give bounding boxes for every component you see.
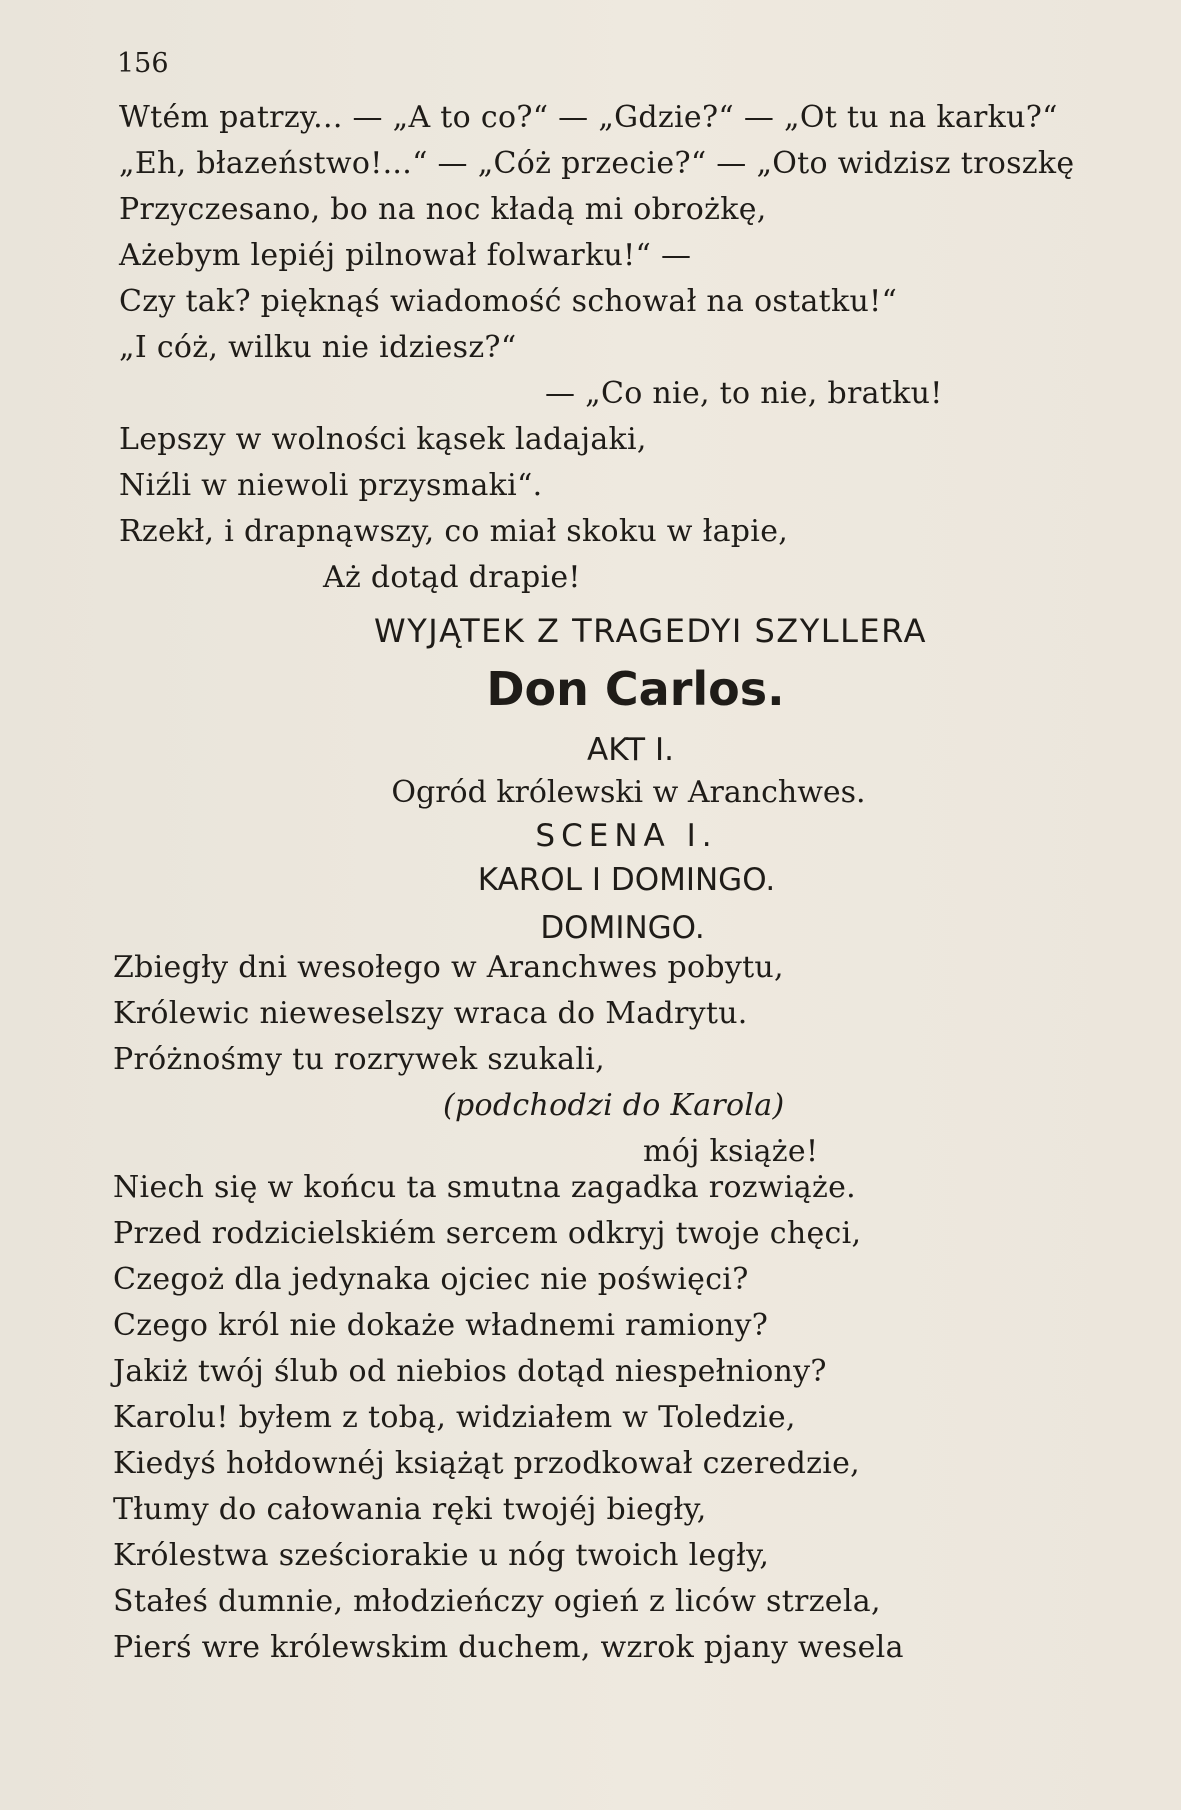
verse-line: Rzekł, i drapnąwszy, co miał skoku w łapie,: [119, 514, 789, 549]
verse-line: Królestwa sześciorakie u nóg twoich legły,: [113, 1538, 770, 1573]
act-heading: AKT I.: [587, 732, 674, 768]
verse-line: Pierś wre królewskim duchem, wzrok pjany wesela: [113, 1630, 904, 1665]
verse-line: Próżnośmy tu rozrywek szukali,: [113, 1042, 605, 1077]
verse-line: Wtém patrzy... — „A to co?“ — „Gdzie?“ — „Ot tu na karku?“: [119, 100, 1058, 135]
verse-line: Ażebym lepiéj pilnował folwarku!“ —: [119, 238, 692, 273]
verse-line: Czegoż dla jedynaka ojciec nie poświęci?: [113, 1262, 749, 1297]
verse-line: „Eh, błazeństwo!...“ — „Cóż przecie?“ — „Oto widzisz troszkę: [119, 146, 1075, 181]
speaker-name: DOMINGO.: [540, 910, 705, 946]
verse-line: Tłumy do całowania ręki twojéj biegły,: [113, 1492, 707, 1527]
verse-line: Czego król nie dokaże władnemi ramiony?: [113, 1308, 769, 1343]
excerpt-heading: WYJĄTEK Z TRAGEDYI SZYLLERA: [374, 612, 927, 650]
setting-line: Ogród królewski w Aranchwes.: [391, 775, 866, 810]
verse-line: Aż dotąd drapie!: [323, 560, 581, 595]
stage-direction: (podchodzi do Karola): [443, 1088, 785, 1123]
scene-heading: SCENA I.: [535, 818, 718, 854]
verse-line: Lepszy w wolności kąsek ladajaki,: [119, 422, 647, 457]
verse-line: Niźli w niewoli przysmaki“.: [119, 468, 543, 503]
verse-line: Jakiż twój ślub od niebios dotąd niespełniony?: [113, 1354, 827, 1389]
work-title: Don Carlos.: [486, 662, 785, 716]
verse-line: Czy tak? pięknąś wiadomość schował na ostatku!“: [119, 284, 898, 319]
verse-line: Karolu! byłem z tobą, widziałem w Toledzie,: [113, 1400, 796, 1435]
verse-line: Przyczesano, bo na noc kładą mi obrożkę,: [119, 192, 767, 227]
verse-line: mój książe!: [643, 1134, 819, 1169]
verse-line: Zbiegły dni wesołego w Aranchwes pobytu,: [113, 950, 784, 985]
verse-line: Kiedyś hołdownéj książąt przodkował czeredzie,: [113, 1446, 860, 1481]
verse-line: „I cóż, wilku nie idziesz?“: [119, 330, 517, 365]
characters-line: KAROL I DOMINGO.: [477, 862, 776, 898]
page-number: 156: [117, 48, 169, 79]
verse-line: — „Co nie, to nie, bratku!: [545, 376, 943, 411]
verse-line: Stałeś dumnie, młodzieńczy ogień z liców strzela,: [113, 1584, 881, 1619]
verse-line: Niech się w końcu ta smutna zagadka rozwiąże.: [113, 1170, 856, 1205]
verse-line: Przed rodzicielskiém sercem odkryj twoje chęci,: [113, 1216, 862, 1251]
verse-line: Królewic nieweselszy wraca do Madrytu.: [113, 996, 748, 1031]
